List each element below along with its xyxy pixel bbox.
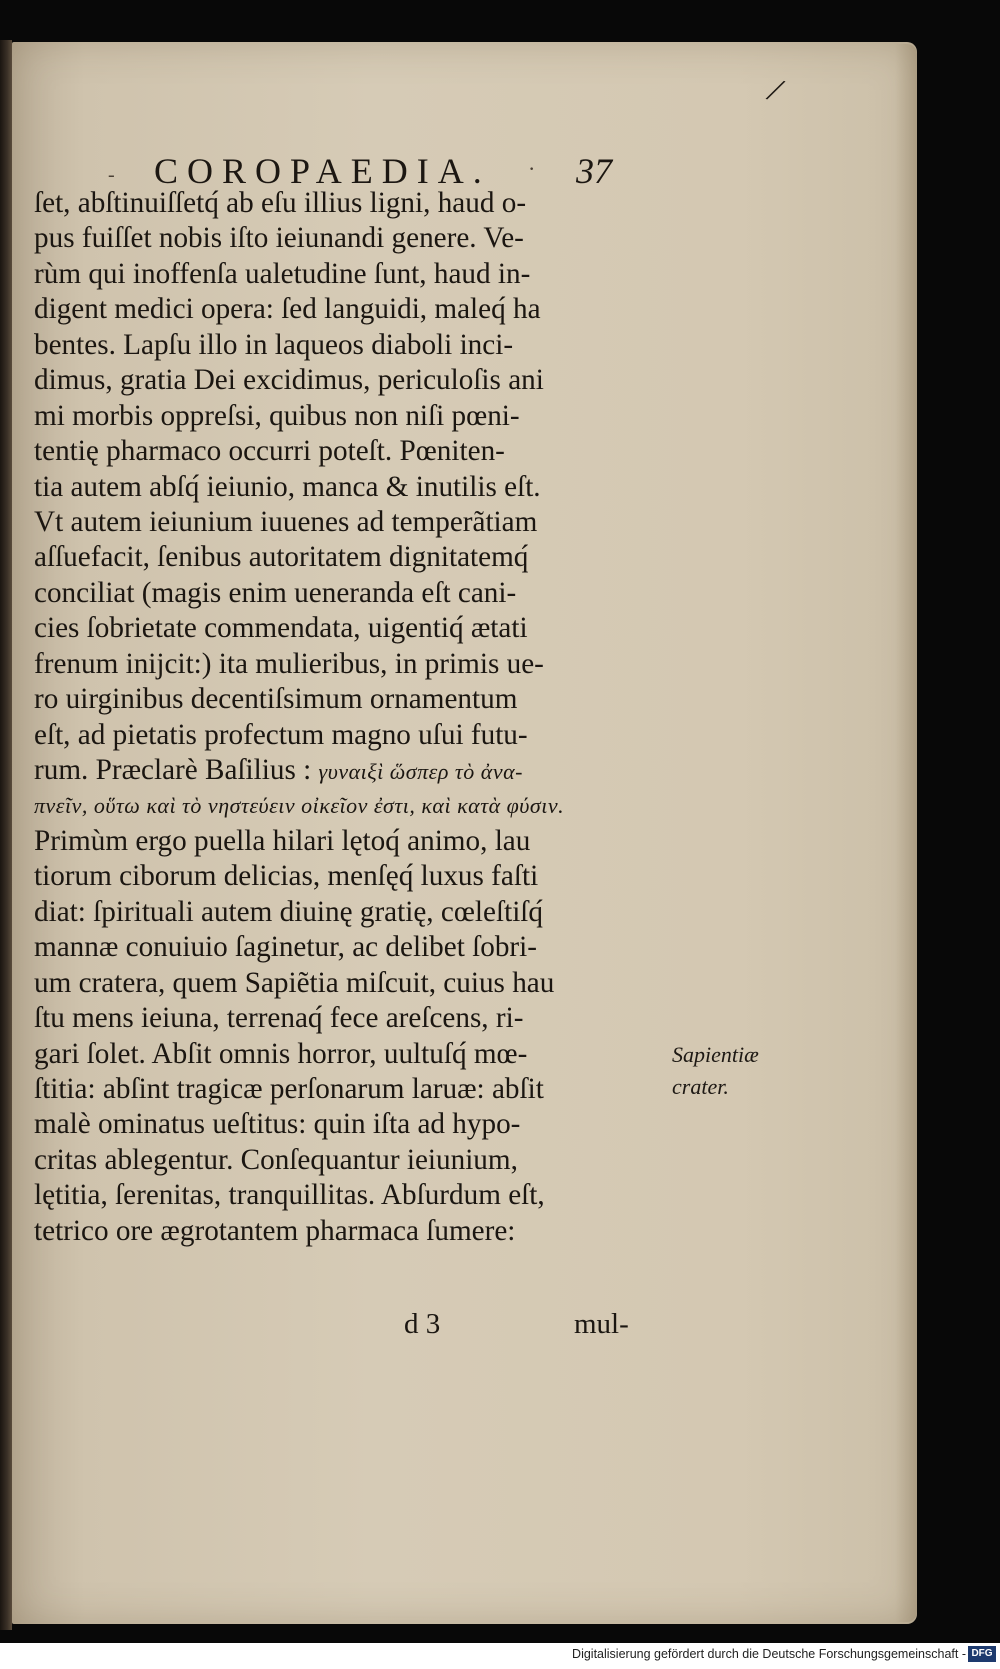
- footer-bar: [0, 1643, 1000, 1669]
- signature-mark: d 3: [404, 1308, 441, 1340]
- text-line-with-greek: [34, 753, 654, 788]
- main-text-block: [34, 186, 654, 1249]
- text-line: cies ſobrietate commendata, uigentiq́ ætati: [34, 612, 528, 645]
- text-line: conciliat (magis enim ueneranda eſt cani-: [34, 576, 517, 609]
- corner-pencil-mark: /: [764, 71, 786, 110]
- text-line: critas ablegentur. Conſequantur ieiunium,: [34, 1143, 518, 1176]
- page-number: 37: [576, 151, 612, 191]
- text-line: bentes. Lapſu illo in laqueos diaboli inci-: [34, 328, 514, 361]
- text-line: tetrico ore ægrotantem pharmaca ſumere:: [34, 1214, 516, 1247]
- text-line: ſet, abſtinuiſſetq́ ab eſu illius ligni, haud o-: [34, 187, 527, 219]
- text-line: rùm qui inoffenſa ualetudine ſunt, haud in-: [34, 257, 531, 290]
- text-line: Primùm ergo puella hilari lętoq́ animo, lau: [34, 824, 531, 857]
- text-line: tentię pharmaco occurri poteſt. Pœniten-: [34, 435, 505, 468]
- text-line: tiorum ciborum delicias, menſęq́ luxus faſti: [34, 860, 539, 893]
- footer-credit: Digitalisierung gefördert durch die Deutsche Forschungsgemeinschaft -: [572, 1647, 966, 1661]
- text-line: ſtu mens ieiuna, terrenaq́ fece areſcens, ri-: [34, 1002, 524, 1035]
- text-line: aſſuefacit, ſenibus autoritatem dignitatemq́: [34, 541, 529, 574]
- latin-text: rum. Præclarè Baſilius :: [34, 754, 312, 786]
- marginal-note-line: crater.: [672, 1074, 729, 1099]
- text-line: tia autem abſq́ ieiunio, manca & inutilis eſt.: [34, 470, 541, 503]
- text-line: ro uirginibus decentiſsimum ornamentum: [34, 683, 518, 716]
- text-line: mannæ conuiuio ſaginetur, ac delibet ſobri-: [34, 931, 537, 964]
- running-head-dash: -: [108, 164, 115, 186]
- marginal-note-line: Sapientiæ: [672, 1042, 759, 1067]
- text-line: frenum inijcit:) ita mulieribus, in primis ue-: [34, 647, 544, 680]
- greek-quotation: γυναιξὶ ὥσπερ τὸ ἀνα-: [318, 759, 523, 784]
- text-line: ſtitia: abſint tragicæ perſonarum laruæ: abſit: [34, 1072, 544, 1105]
- text-line: malè ominatus ueſtitus: quin iſta ad hypo-: [34, 1108, 521, 1141]
- page-edge-shadow: [895, 44, 917, 1622]
- dfg-logo: DFG: [968, 1646, 996, 1662]
- catch-line: [34, 1308, 654, 1342]
- book-binding: [0, 40, 12, 1630]
- text-line: eſt, ad pietatis profectum magno uſui futu-: [34, 718, 528, 751]
- marginal-note: [672, 1039, 792, 1103]
- text-line: mi morbis oppreſsi, quibus non niſi pœni-: [34, 399, 520, 432]
- text-line: Vt autem ieiunium iuuenes ad temperãtiam: [34, 505, 538, 538]
- text-line: dimus, gratia Dei excidimus, periculoſis ani: [34, 364, 544, 397]
- greek-quotation-line: πνεῖν, οὕτω καὶ τὸ νηστεύειν οἰκεῖον ἐστι, καὶ κατὰ φύσιν.: [34, 793, 565, 819]
- running-head-dot: ·: [528, 156, 536, 181]
- text-line: lętitia, ſerenitas, tranquillitas. Abſurdum eſt,: [34, 1179, 545, 1212]
- text-line: gari ſolet. Abſit omnis horror, uultuſq́ mœ-: [34, 1037, 528, 1070]
- text-line: um cratera, quem Sapiẽtia miſcuit, cuius hau: [34, 966, 555, 999]
- running-head-title: COROPAEDIA.: [154, 151, 491, 191]
- text-line: pus fuiſſet nobis iſto ieiunandi genere. Ve-: [34, 222, 524, 255]
- text-line: diat: ſpirituali autem diuinę gratię, cœleſtiſq́: [34, 895, 544, 928]
- text-line: digent medici opera: ſed languidi, maleq́ ha: [34, 293, 541, 326]
- catchword: mul-: [574, 1308, 629, 1340]
